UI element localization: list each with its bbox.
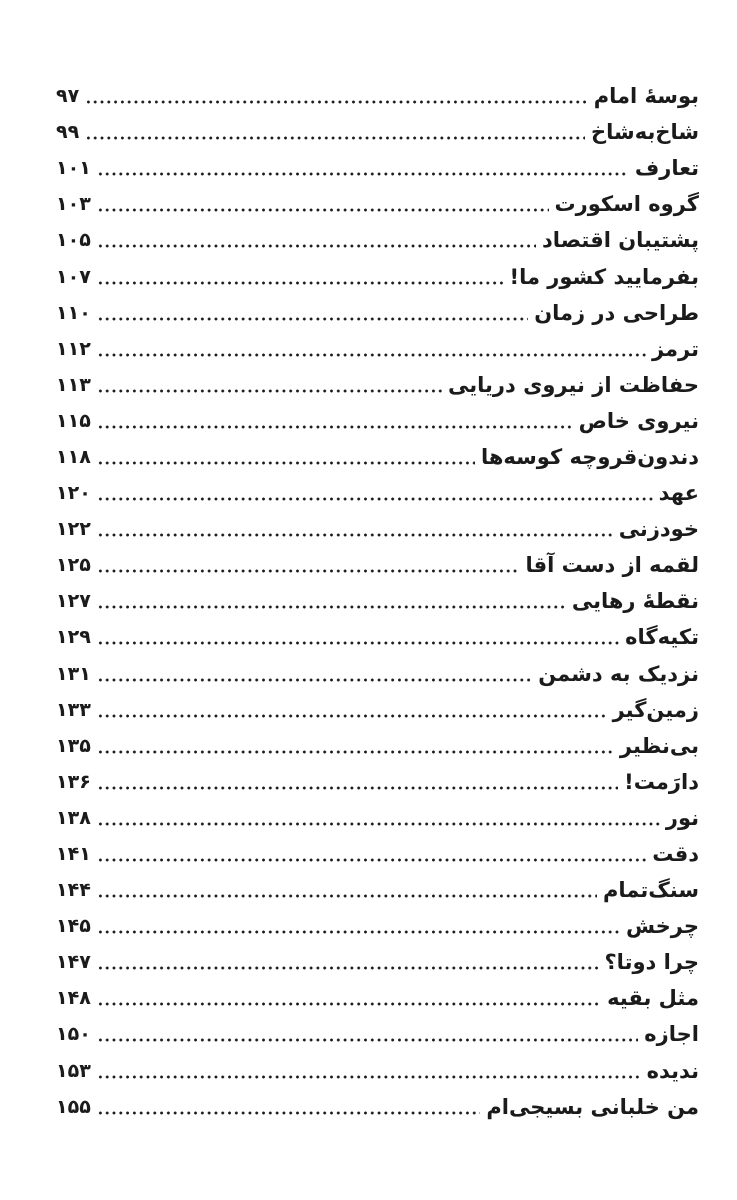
dotted-leader — [97, 819, 660, 829]
toc-entry-title: نیروی خاص — [578, 408, 699, 433]
toc-entry-page: ۹۹ — [56, 121, 80, 144]
toc-entry-page: ۱۲۷ — [56, 590, 91, 613]
toc-entry-title: طراحی در زمان — [534, 300, 699, 325]
toc-entry-title: پشتیبان اقتصاد — [542, 228, 699, 253]
toc-entry-page: ۱۱۲ — [56, 337, 91, 360]
dotted-leader — [97, 999, 601, 1009]
dotted-leader — [97, 350, 646, 360]
toc-entry-page: ۱۳۵ — [56, 734, 91, 757]
dotted-leader — [97, 422, 573, 432]
toc-entry-page: ۱۳۶ — [56, 770, 91, 793]
dotted-leader — [97, 927, 620, 937]
toc-entry-page: ۱۲۵ — [56, 554, 91, 577]
dotted-leader — [85, 133, 585, 143]
toc-entry-title: نزدیک به دشمن — [538, 661, 699, 686]
toc-entry-page: ۱۱۳ — [56, 373, 91, 396]
toc-entry-page: ۱۰۷ — [56, 265, 91, 288]
toc-entry — [56, 619, 699, 655]
toc-entry-page: ۹۷ — [56, 85, 80, 108]
dotted-leader — [97, 205, 549, 215]
toc-entry — [56, 872, 699, 908]
dotted-leader — [97, 458, 475, 468]
toc-entry — [56, 331, 699, 367]
toc-entry-page: ۱۰۳ — [56, 193, 91, 216]
toc-entry-page: ۱۵۰ — [56, 1023, 91, 1046]
toc-entry-title: گروه اسکورت — [554, 192, 699, 217]
toc-entry-title: بوسهٔ امام — [593, 84, 699, 109]
toc-entry-page: ۱۱۰ — [56, 301, 91, 324]
toc-entry-title: تکیه‌گاه — [625, 625, 699, 650]
toc-entry — [56, 150, 699, 186]
dotted-leader — [97, 783, 618, 793]
dotted-leader — [97, 314, 528, 324]
dotted-leader — [97, 675, 532, 685]
toc-entry — [56, 475, 699, 511]
toc-entry — [56, 583, 699, 619]
toc-entry-title: اجازه — [644, 1022, 699, 1047]
dotted-leader — [97, 747, 614, 757]
toc-entry-page: ۱۲۲ — [56, 518, 91, 541]
toc-entry-title: حفاظت از نیروی دریایی — [448, 372, 699, 397]
toc-entry-page: ۱۰۱ — [56, 157, 91, 180]
toc-entry — [56, 980, 699, 1016]
toc-entry-page: ۱۱۸ — [56, 445, 91, 468]
toc-entry-title: لقمه از دست آقا — [525, 553, 699, 578]
dotted-leader — [97, 530, 613, 540]
toc-entry-page: ۱۱۵ — [56, 409, 91, 432]
toc-entry — [56, 908, 699, 944]
dotted-leader — [97, 1035, 638, 1045]
toc-entry — [56, 1089, 699, 1125]
toc-entry-page: ۱۴۵ — [56, 915, 91, 938]
toc-entry-title: خودزنی — [618, 517, 699, 542]
toc-entry-page: ۱۴۱ — [56, 843, 91, 866]
dotted-leader — [97, 169, 629, 179]
dotted-leader — [97, 494, 653, 504]
toc-entry-page: ۱۵۳ — [56, 1059, 91, 1082]
dotted-leader — [97, 1072, 641, 1082]
dotted-leader — [97, 963, 599, 973]
toc-entry-page: ۱۴۴ — [56, 879, 91, 902]
toc-entry-title: بفرمایید کشور ما! — [509, 264, 699, 289]
toc-entry-title: عهد — [658, 481, 699, 506]
toc-entry-title: سنگ‌تمام — [603, 878, 699, 903]
toc-entry-title: ترمز — [651, 336, 699, 361]
toc-entry-title: نور — [665, 805, 699, 830]
toc-entry — [56, 1053, 699, 1089]
toc-entry-page: ۱۲۹ — [56, 626, 91, 649]
toc-entry — [56, 836, 699, 872]
toc-entry-title: زمین‌گیر — [612, 697, 699, 722]
toc-entry-page: ۱۲۰ — [56, 482, 91, 505]
dotted-leader — [97, 566, 520, 576]
toc-entry-page: ۱۳۸ — [56, 806, 91, 829]
toc-entry — [56, 692, 699, 728]
dotted-leader — [97, 891, 597, 901]
toc-entry — [56, 258, 699, 294]
toc-entry-title: دقت — [652, 842, 699, 867]
toc-entry-title: دارَمت! — [624, 769, 699, 794]
toc-entry — [56, 800, 699, 836]
toc-entry-title: من خلبانی بسیجی‌ام — [486, 1094, 699, 1119]
toc-entry — [56, 1016, 699, 1052]
toc-entry — [56, 222, 699, 258]
toc-entry — [56, 78, 699, 114]
toc-entry-page: ۱۳۳ — [56, 698, 91, 721]
toc-entry-title: تعارف — [634, 156, 699, 181]
toc-entry-title: ندیده — [646, 1058, 699, 1083]
dotted-leader — [97, 602, 566, 612]
toc-entry-title: چرخش — [625, 914, 699, 939]
toc-entry — [56, 511, 699, 547]
toc-entry — [56, 295, 699, 331]
toc-entry-title: بی‌نظیر — [619, 733, 699, 758]
dotted-leader — [97, 278, 504, 288]
toc-entry — [56, 764, 699, 800]
toc-entry-title: شاخ‌به‌شاخ — [591, 120, 699, 145]
toc-entry-page: ۱۰۵ — [56, 229, 91, 252]
toc-entry — [56, 114, 699, 150]
toc-entry — [56, 656, 699, 692]
toc-entry-title: دندون‌قروچه کوسه‌ها — [480, 444, 699, 469]
toc-entry — [56, 547, 699, 583]
dotted-leader — [85, 97, 588, 107]
toc-list — [56, 78, 699, 1125]
dotted-leader — [97, 241, 536, 251]
toc-entry — [56, 728, 699, 764]
toc-entry — [56, 403, 699, 439]
dotted-leader — [97, 1108, 481, 1118]
dotted-leader — [97, 386, 442, 396]
toc-entry-page: ۱۵۵ — [56, 1095, 91, 1118]
dotted-leader — [97, 638, 619, 648]
toc-entry-title: چرا دوتا؟ — [604, 950, 699, 975]
toc-entry — [56, 944, 699, 980]
toc-entry-title: مثل بقیه — [607, 986, 699, 1011]
toc-entry-title: نقطهٔ رهایی — [571, 589, 699, 614]
toc-entry — [56, 186, 699, 222]
toc-entry-page: ۱۴۸ — [56, 987, 91, 1010]
toc-entry-page: ۱۳۱ — [56, 662, 91, 685]
dotted-leader — [97, 711, 607, 721]
toc-entry — [56, 439, 699, 475]
dotted-leader — [97, 855, 646, 865]
toc-entry-page: ۱۴۷ — [56, 951, 91, 974]
toc-entry — [56, 367, 699, 403]
